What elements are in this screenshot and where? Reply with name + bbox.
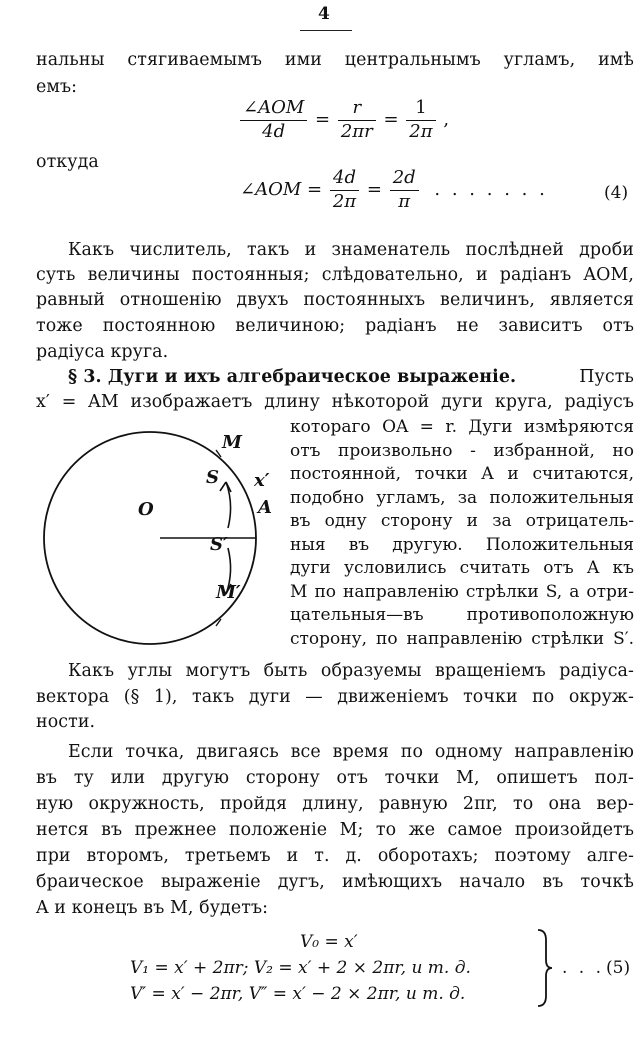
text-line: ности. xyxy=(36,712,96,732)
text-line: котораго OA = r. Дуги измѣряются xyxy=(290,417,634,437)
fraction: $\frac{2d}{\pi}$ xyxy=(390,168,419,212)
text-line: постоянной, точки A и считаются, xyxy=(290,464,634,484)
text-line: нется въ прежнее положеніе M; то же самое произойдетъ xyxy=(36,820,634,840)
text-line: въ одну сторону и за отрицатель- xyxy=(290,511,634,531)
equation-radian-value: ∠AOM = $\frac{4d}{2\pi}$ = $\frac{2d}{\pi}$ . . . . . . . xyxy=(240,167,548,212)
label-S-prime: S′ xyxy=(210,534,228,555)
section-heading: § 3. Дуги и ихъ алгебраическое выраженіе. xyxy=(68,367,517,387)
equation-dots: . . . xyxy=(562,958,605,978)
label-M: M xyxy=(222,432,242,453)
label-x-prime: x′ xyxy=(254,470,270,491)
wrapped-text-column xyxy=(290,416,634,651)
right-brace-icon xyxy=(536,928,554,1008)
label-S: S xyxy=(206,467,219,488)
text-line: въ ту или другую сторону отъ точки M, опишетъ пол- xyxy=(36,768,634,788)
fraction: $\frac{4d}{2\pi}$ xyxy=(330,168,359,212)
text-line: суть величины постоянныя; слѣдовательно, и радіанъ AOM, xyxy=(36,265,634,285)
text-line: отъ произвольно - избранной, но xyxy=(290,440,634,461)
text-line: A и конецъ въ M, будетъ: xyxy=(36,898,269,918)
arc-circle-figure xyxy=(30,420,290,660)
text-line: M по направленію стрѣлки S, а отри- xyxy=(290,581,634,602)
text-line: откуда xyxy=(36,152,99,172)
text-line: подобно угламъ, за положительныя xyxy=(290,487,634,508)
equation-row: V′ = x′ − 2πr, V″ = x′ − 2 × 2πr, и т. д. xyxy=(130,984,466,1004)
text-line: при второмъ, третьемъ и т. д. оборотахъ; поэтому алге- xyxy=(36,846,634,866)
text-line: вектора (§ 1), такъ дуги — движеніемъ точки по окруж- xyxy=(36,687,634,707)
text-fragment: Пусть xyxy=(579,367,634,387)
text-line: дуги условились считать отъ A къ xyxy=(290,558,634,578)
text-line: Какъ числитель, такъ и знаменатель послѣдней дроби xyxy=(68,240,634,260)
text-line: нальны стягиваемымъ ими центральнымъ угламъ, имѣ xyxy=(36,50,634,70)
equation-row: V₁ = x′ + 2πr; V₂ = x′ + 2 × 2πr, и т. д. xyxy=(130,958,471,978)
text-line: x′ = AM изображаетъ длину нѣкоторой дуги круга, радіусъ xyxy=(36,392,634,412)
page-number-rule xyxy=(300,30,352,31)
text-line: Если точка, двигаясь все время по одному направленію xyxy=(68,742,634,762)
text-line: емъ: xyxy=(36,77,78,97)
text-line: ную окружность, пройдя длину, равную 2πr, то она вер- xyxy=(36,794,634,814)
page-number: 4 xyxy=(318,4,330,24)
equation-radian-ratio: $\frac{\text{∠AOM}}{4d}$ = $\frac{r}{2\pi r}$ = $\frac{1}{2\pi}$ , xyxy=(238,98,449,142)
text-line: тоже постоянною величиною; радіанъ не зависитъ отъ xyxy=(36,316,634,336)
label-A: A xyxy=(258,497,272,518)
text-line: ныя въ другую. Положительныя xyxy=(290,534,634,555)
label-M-prime: M′ xyxy=(216,582,241,603)
label-O: O xyxy=(138,499,154,520)
text-line: браическое выраженіе дугъ, имѣющихъ начало въ точкѣ xyxy=(36,872,634,892)
fraction: $\frac{r}{2\pi r}$ xyxy=(338,98,376,142)
fraction: $\frac{\text{∠AOM}}{4d}$ xyxy=(240,98,307,142)
text-line: сторону, по направленію стрѣлки S′. xyxy=(290,628,634,649)
text-line: цательныя—въ противоположную xyxy=(290,605,634,625)
equation-row: V₀ = x′ xyxy=(300,932,358,952)
equation-number: (5) xyxy=(606,958,631,978)
fraction: $\frac{1}{2\pi}$ xyxy=(406,98,435,142)
text-line: Какъ углы могутъ быть образуемы вращеніемъ радіуса- xyxy=(68,661,634,681)
text-line: равный отношенію двухъ постоянныхъ величинъ, является xyxy=(36,290,634,310)
text-line: радіуса круга. xyxy=(36,342,169,362)
equation-number: (4) xyxy=(604,183,629,203)
section-heading-line xyxy=(68,367,634,387)
